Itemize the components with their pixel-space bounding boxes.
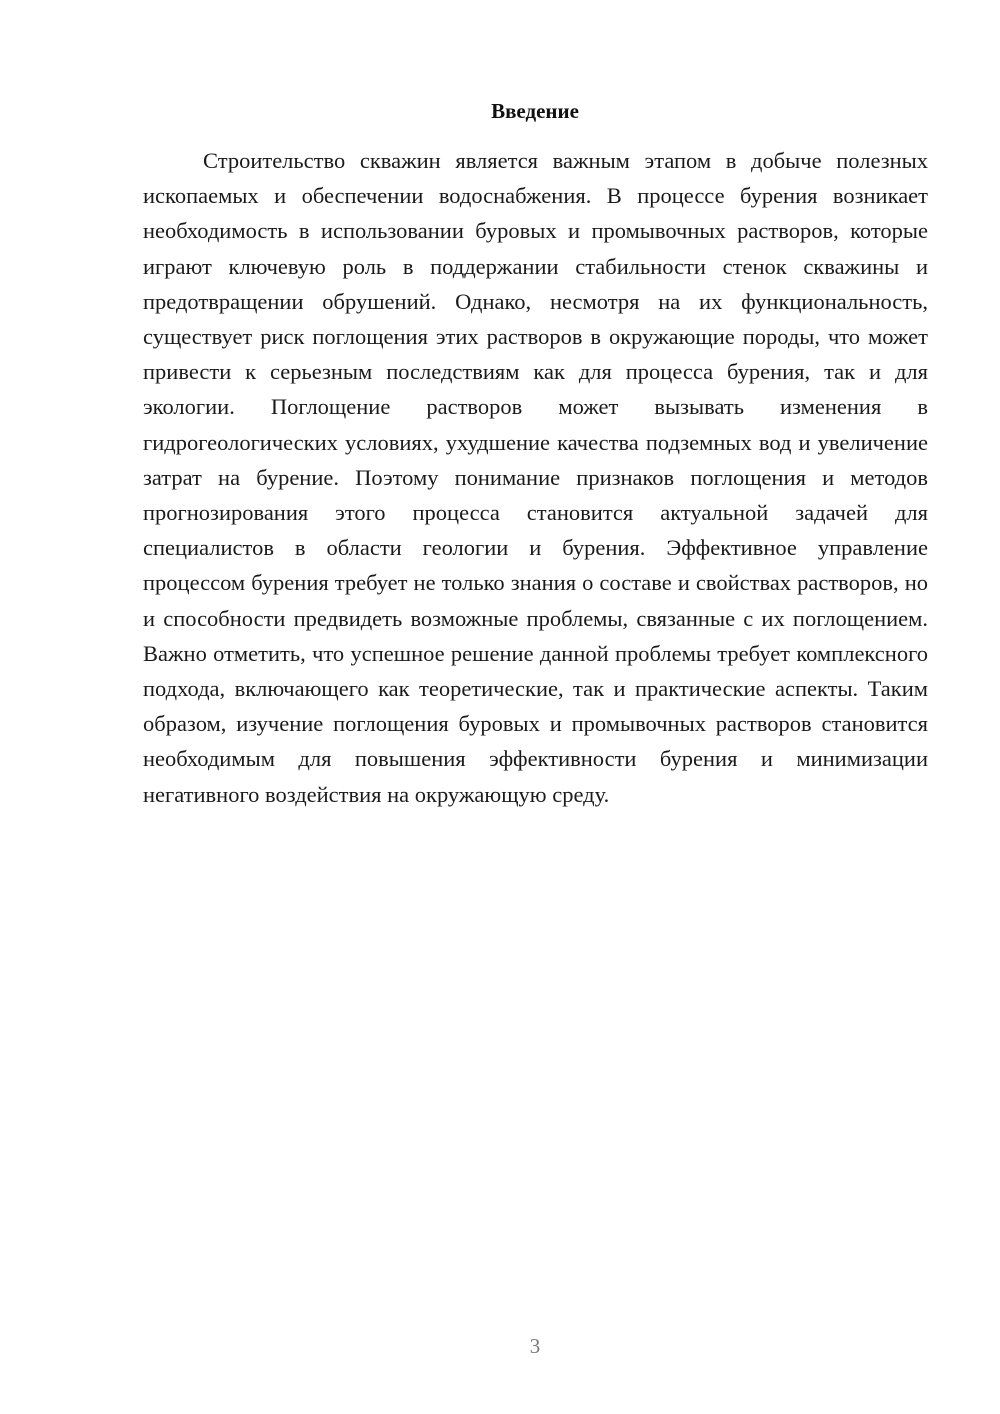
body-paragraph: Строительство скважин является важным этапом в добыче полезных ископаемых и обеспечении водоснабжения. В процессе бурения возникает необходимость в использовании буровых и промывочных растворов, которые играют ключевую роль в поддержании стабильности стенок скважины и предотвращении обрушений. Однако, несмотря на их функциональность, существует риск поглощения этих растворов в окружающие породы, что может привести к серьезным последствиям как для процесса бурения, так и для экологии. Поглощение растворов может вызывать изменения в гидрогеологических условиях, ухудшение качества подземных вод и увеличение затрат на бурение. Поэтому понимание признаков поглощения и методов прогнозирования этого процесса становится актуальной задачей для специалистов в области геологии и бурения. Эффективное управление процессом бурения требует не только знания о составе и свойствах растворов, но и способности предвидеть возможные проблемы, связанные с их поглощением. Важно отметить, что успешное решение данной проблемы требует комплексного подхода, включающего как теоретические, так и практические аспекты. Таким образом, изучение поглощения буровых и промывочных растворов становится необходимым для повышения эффективности бурения и минимизации негативного воздействия на окружающую среду.	[143, 148, 928, 807]
section-title: Введение	[491, 99, 579, 123]
page-number: 3	[529, 1334, 541, 1358]
